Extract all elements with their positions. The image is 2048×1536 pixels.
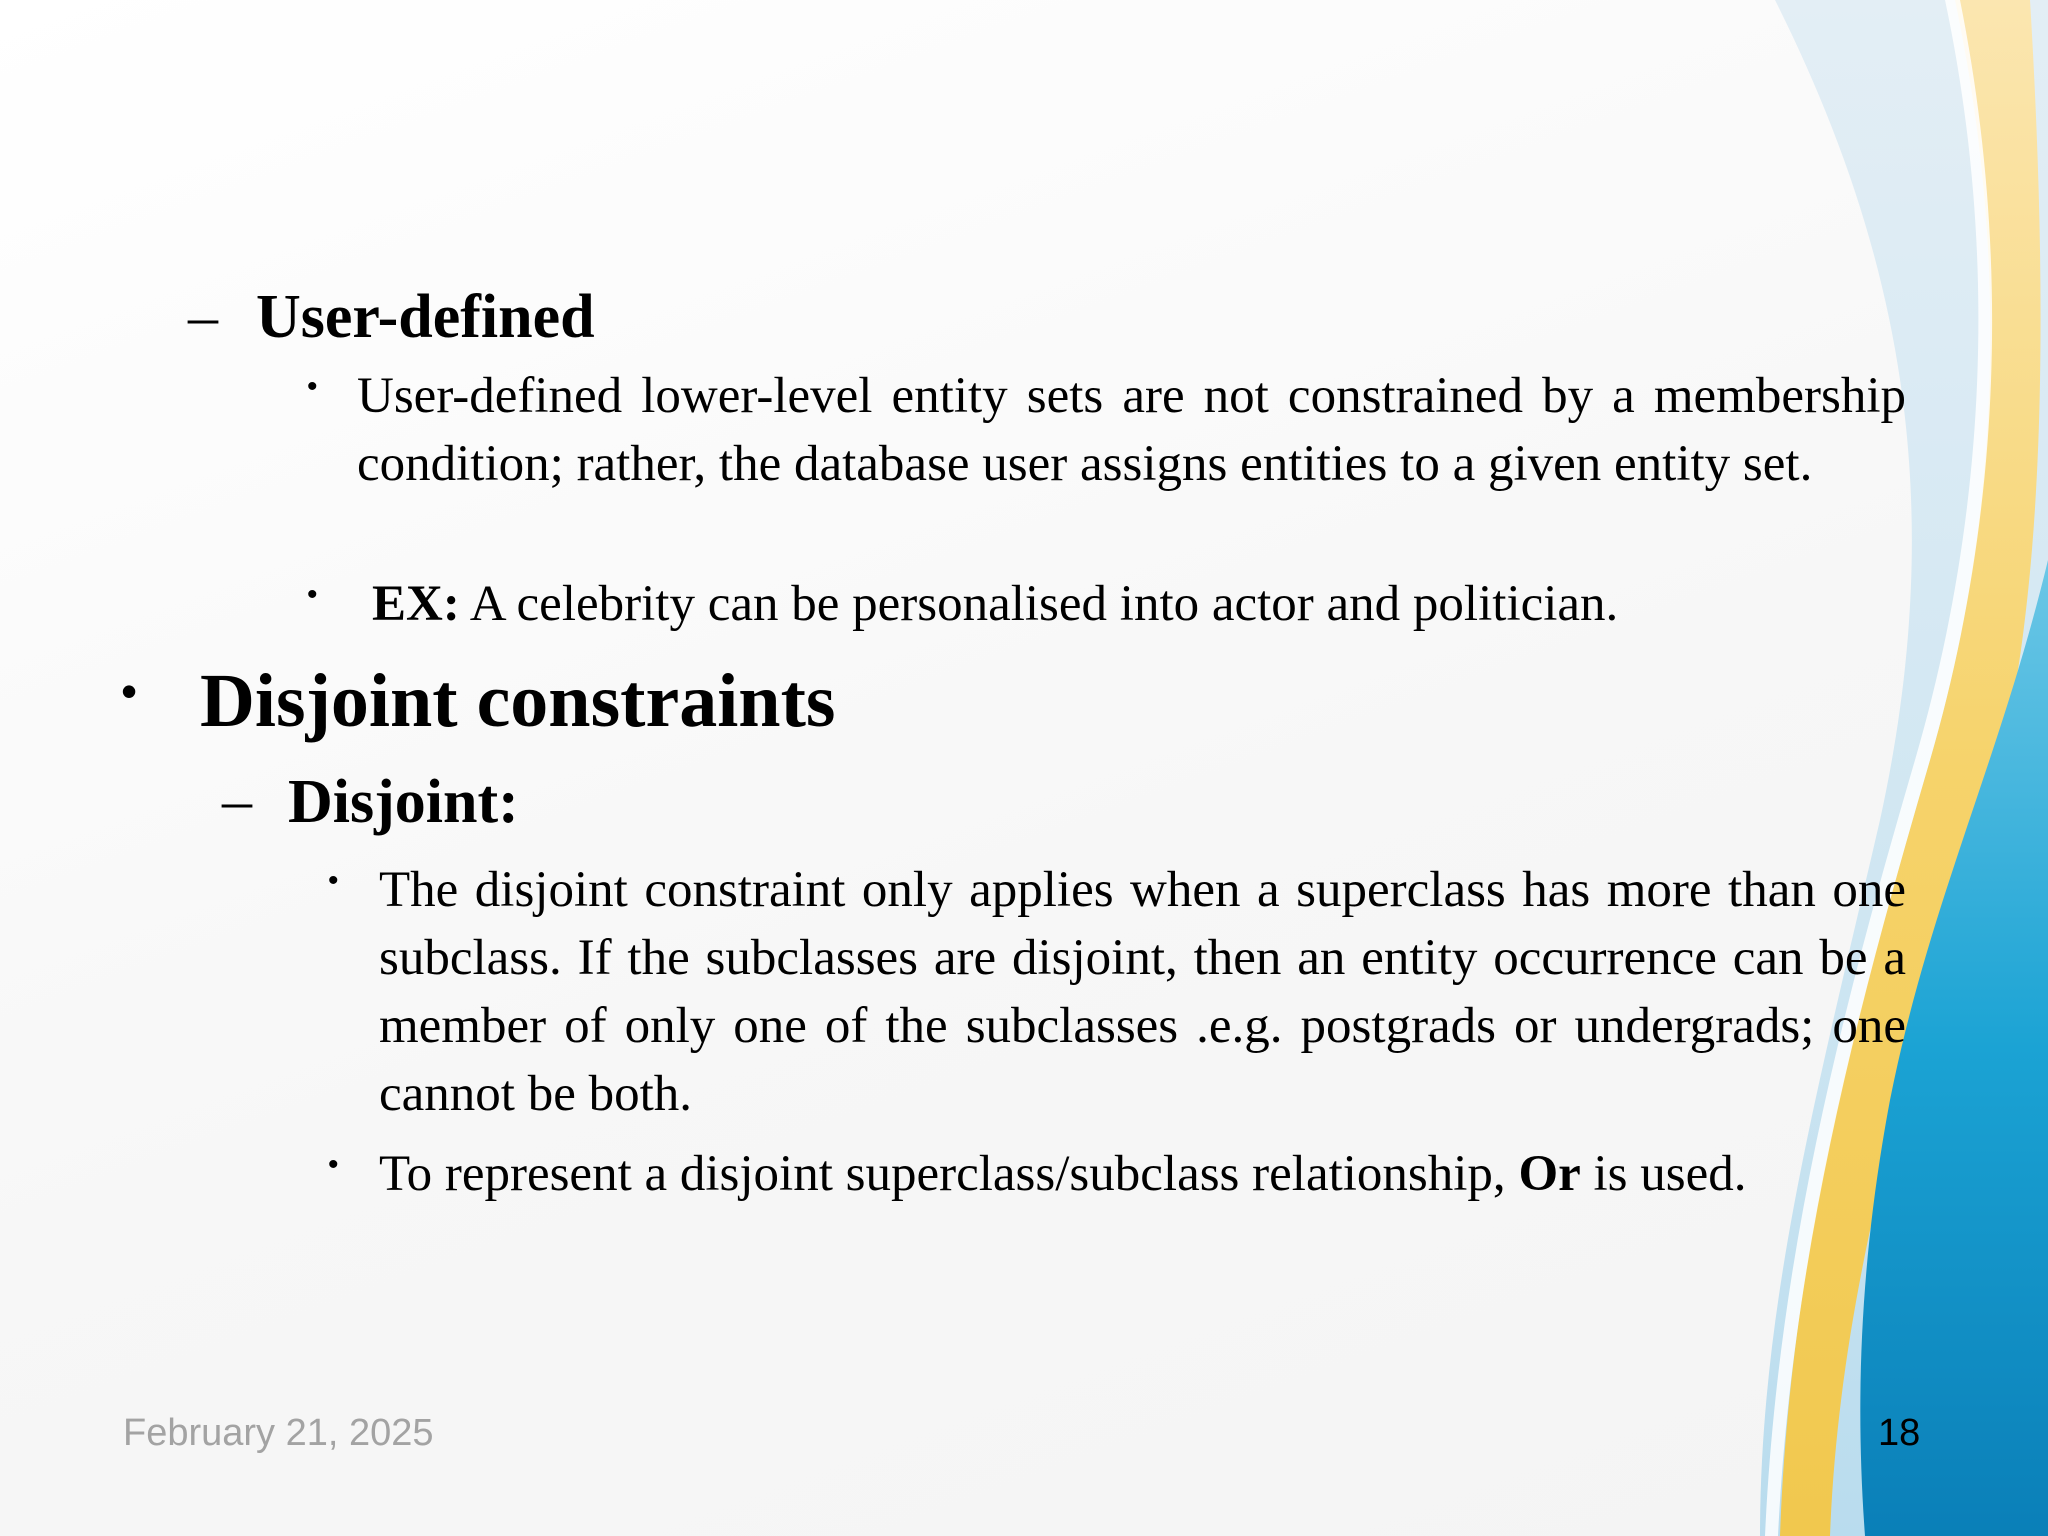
disjoint-representation [379,1140,1747,1208]
subheading-user-defined: User-defined [256,283,595,351]
example-text: A celebrity can be personalised into actor and politician. [459,576,1619,632]
representation-end: is used. [1580,1146,1747,1202]
bullet-dot: • [307,578,318,611]
bullet-dot: • [121,665,138,717]
dash-marker: – [188,283,218,349]
example-label: EX: [372,576,460,632]
or-keyword: Or [1518,1146,1581,1202]
dash-marker: – [222,767,252,833]
subheading-disjoint: Disjoint: [288,768,519,836]
bullet-dot: • [328,864,339,897]
bullet-dot: • [328,1148,339,1181]
bullet-dot: • [307,370,318,403]
heading-disjoint-constraints: Disjoint constraints [200,659,836,743]
user-defined-example [372,570,1618,638]
user-defined-description: User-defined lower-level entity sets are not constrained by a membership condition; rather, the database user assigns entities to a given entity set. [357,368,1906,492]
page-number: 18 [1878,1412,1921,1454]
representation-text: To represent a disjoint superclass/subclass relationship, [379,1146,1519,1202]
footer-date: February 21, 2025 [123,1412,434,1454]
disjoint-description: The disjoint constraint only applies when a superclass has more than one subclass. If the subclasses are disjoint, then an entity occurrence can be a member of only one of the subclasses .e.g. postgrads or undergrads; one cannot be both. [379,862,1906,1122]
